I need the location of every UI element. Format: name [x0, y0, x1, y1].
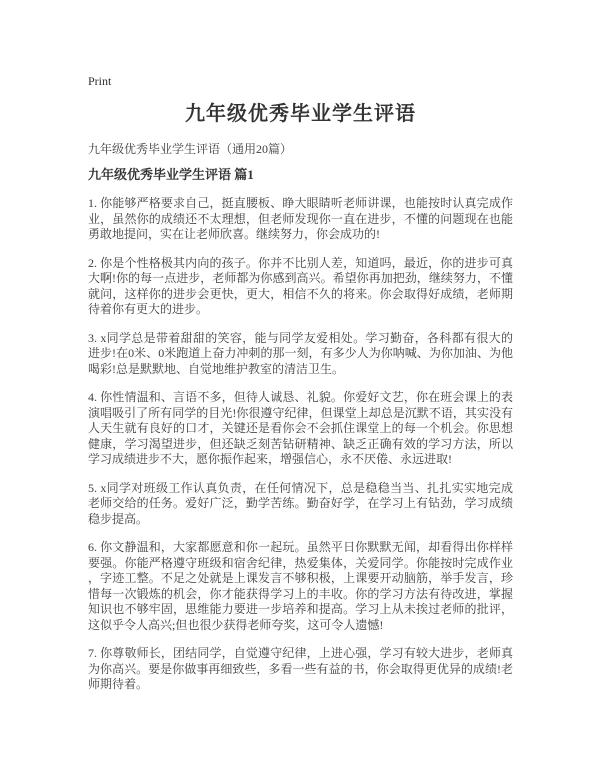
page-subtitle: 九年级优秀毕业学生评语（通用20篇）	[88, 142, 293, 156]
page-title: 九年级优秀毕业学生评语	[185, 103, 416, 125]
print-button[interactable]: Print	[88, 74, 112, 88]
review-paragraph-3: 3. x同学总是带着甜甜的笑容，能与同学友爱相处。学习勤奋，各科都有很大的进步!在0米、0米跑道上奋力冲刺的那一刻，有多少人为你呐喊、为你加油、为他喝彩!总是默默地、自觉地维护教室的清洁卫生。	[88, 330, 513, 376]
review-paragraph-6: 6. 你文静温和，大家都愿意和你一起玩。虽然平日你默默无闻，却看得出你样样要强。你能严格遵守班级和宿舍纪律，热爱集体，关爱同学。你能按时完成作业，字迹工整。不足之处就是上课发言不够积极，上课要开动脑筋，举手发言，珍惜每一次锻炼的机会，你才能获得学习上的丰收。你的学习方法有待改进，掌握知识也不够牢固，思维能力要进一步培养和提高。学习上从未挨过老师的批评，这似乎令人高兴;但也很少获得老师夸奖，这可令人遗憾!	[88, 540, 513, 632]
review-paragraph-4: 4. 你性情温和、言语不多，但待人诚恳、礼貌。你爱好文艺，你在班会课上的表演唱吸引了所有同学的目光!你很遵守纪律，但课堂上却总是沉默不语，其实没有人天生就有良好的口才，关键还是看你会不会抓住课堂上的每一个机会。你思想健康，学习渴望进步，但还缺乏刻苦钻研精神、缺乏正确有效的学习方法，所以学习成绩进步不大，愿你振作起来，增强信心，永不厌倦、永远进取!	[88, 390, 513, 466]
review-list	[88, 196, 513, 693]
review-paragraph-2: 2. 你是个性格极其内向的孩子。你并不比别人差，知道吗，最近，你的进步可真大啊!你的每一点进步，老师都为你感到高兴。希望你再加把劲，继续努力，不懂就问，这样你的进步会更快，更大，相信不久的将来。你会取得好成绩，老师期待着你有更大的进步。	[88, 255, 513, 316]
section-heading: 九年级优秀毕业学生评语 篇1	[88, 167, 254, 182]
review-paragraph-5: 5. x同学对班级工作认真负责，在任何情况下，总是稳稳当当、扎扎实实地完成老师交给的任务。爱好广泛，勤学苦练。勤奋好学，在学习上有钻劲，学习成绩稳步提高。	[88, 480, 513, 526]
review-paragraph-7: 7. 你尊敬师长，团结同学，自觉遵守纪律，上进心强，学习有较大进步，老师真为你高兴。要是你做事再细致些，多看一些有益的书，你会取得更优异的成绩!老师期待着。	[88, 646, 513, 691]
review-paragraph-1: 1. 你能够严格要求自己，挺直腰板、睁大眼睛听老师讲课，也能按时认真完成作业，虽然你的成绩还不太理想，但老师发现你一直在进步，不懂的问题现在也能勇敢地提问，实在让老师欣喜。继续努力，你会成功的!	[88, 196, 513, 241]
